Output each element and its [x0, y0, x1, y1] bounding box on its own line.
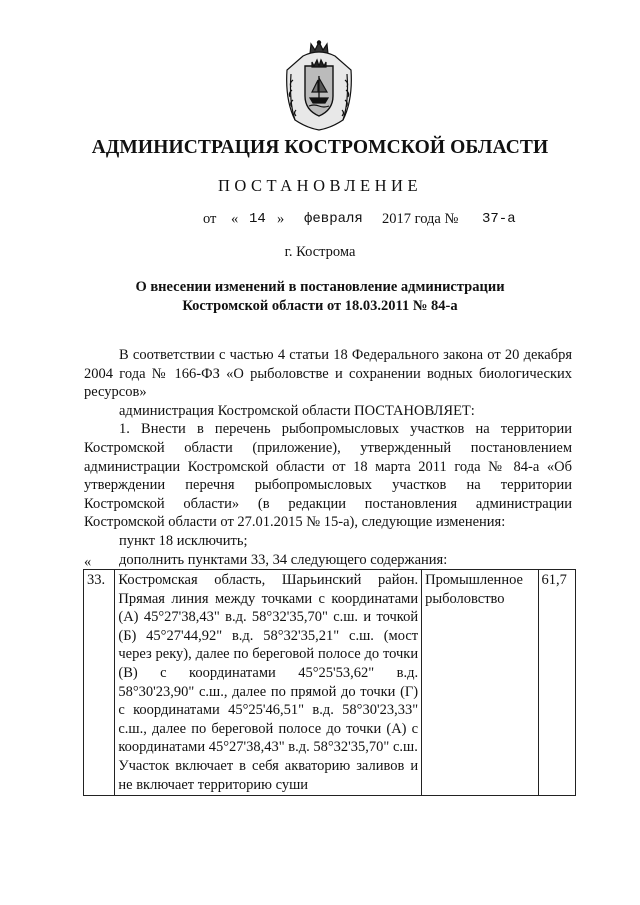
row-note: Участок включает в себя акваторию заливов и не включает территорию суши [118, 757, 419, 793]
date-year: 2017 года № [382, 211, 459, 227]
table-row [84, 570, 576, 796]
city: г. Кострома [284, 244, 356, 260]
date-quote-close: » [277, 211, 285, 227]
document-type: ПОСТАНОВЛЕНИЕ [217, 176, 423, 195]
sub-item-exclude: пункт 18 исключить; [119, 532, 248, 549]
organization-title: АДМИНИСТРАЦИЯ КОСТРОМСКОЙ ОБЛАСТИ [91, 137, 549, 158]
date-month: февраля [304, 211, 363, 227]
document-date [0, 209, 640, 231]
date-quote-open: « [231, 211, 239, 227]
document-number: 37-а [482, 211, 516, 227]
row-number: 33. [84, 570, 115, 796]
row-description-cell [115, 570, 422, 796]
row-area: 61,7 [538, 570, 575, 796]
row-description: Костромская область, Шарьинский район. Прямая линия между точками с координатами (А) 45°27'38,43" в.д. 58°32'35,70" с.ш. и точкой (Б) 45°27'44,92" в.д. 58°32'35,21" с.ш. (мост через реку), далее по береговой полосе до точки (В) с координатами 45°25'53,62" в.д. 58°30'23,90" с.ш., далее по прямой до точки (Г) с координатами 45°25'46,51" в.д. 58°30'23,33" с.ш., далее по береговой полосе до точки (А) с координатами 45°27'38,43" в.д. 58°32'35,70" с.ш. [118, 572, 419, 756]
subject-line-2: Костромской области от 18.03.2011 № 84-а [182, 297, 458, 314]
row-purpose: Промышленное рыболовство [422, 570, 538, 796]
sub-item-add: дополнить пунктами 33, 34 следующего содержания: [119, 551, 448, 568]
document-subject [120, 278, 520, 315]
date-day: 14 [249, 211, 266, 227]
date-prefix: от [203, 211, 217, 227]
document-body [84, 346, 572, 569]
quote-open-mark: « [84, 554, 92, 570]
coat-of-arms-emblem [281, 40, 357, 132]
preamble-paragraph: В соответствии с частью 4 статьи 18 Федерального закона от 20 декабря 2004 года № 166-ФЗ «О рыболовстве и сохранении водных биологических ресурсов» [84, 347, 572, 401]
item-1-paragraph: 1. Внести в перечень рыбопромысловых участков на территории Костромской области (приложение), утвержденный постановлением администрации Костромской области от 18 марта 2011 года № 84-а «Об утверждении перечня рыбопромысловых участков на территории Костромской области» (в редакции постановления администрации Костромской области от 27.01.2015 № 15-а), следующие изменения: [84, 421, 572, 531]
fishing-sites-table [83, 569, 576, 796]
resolution-statement: администрация Костромской области ПОСТАНОВЛЯЕТ: [119, 402, 475, 419]
subject-line-1: О внесении изменений в постановление администрации [135, 279, 505, 295]
